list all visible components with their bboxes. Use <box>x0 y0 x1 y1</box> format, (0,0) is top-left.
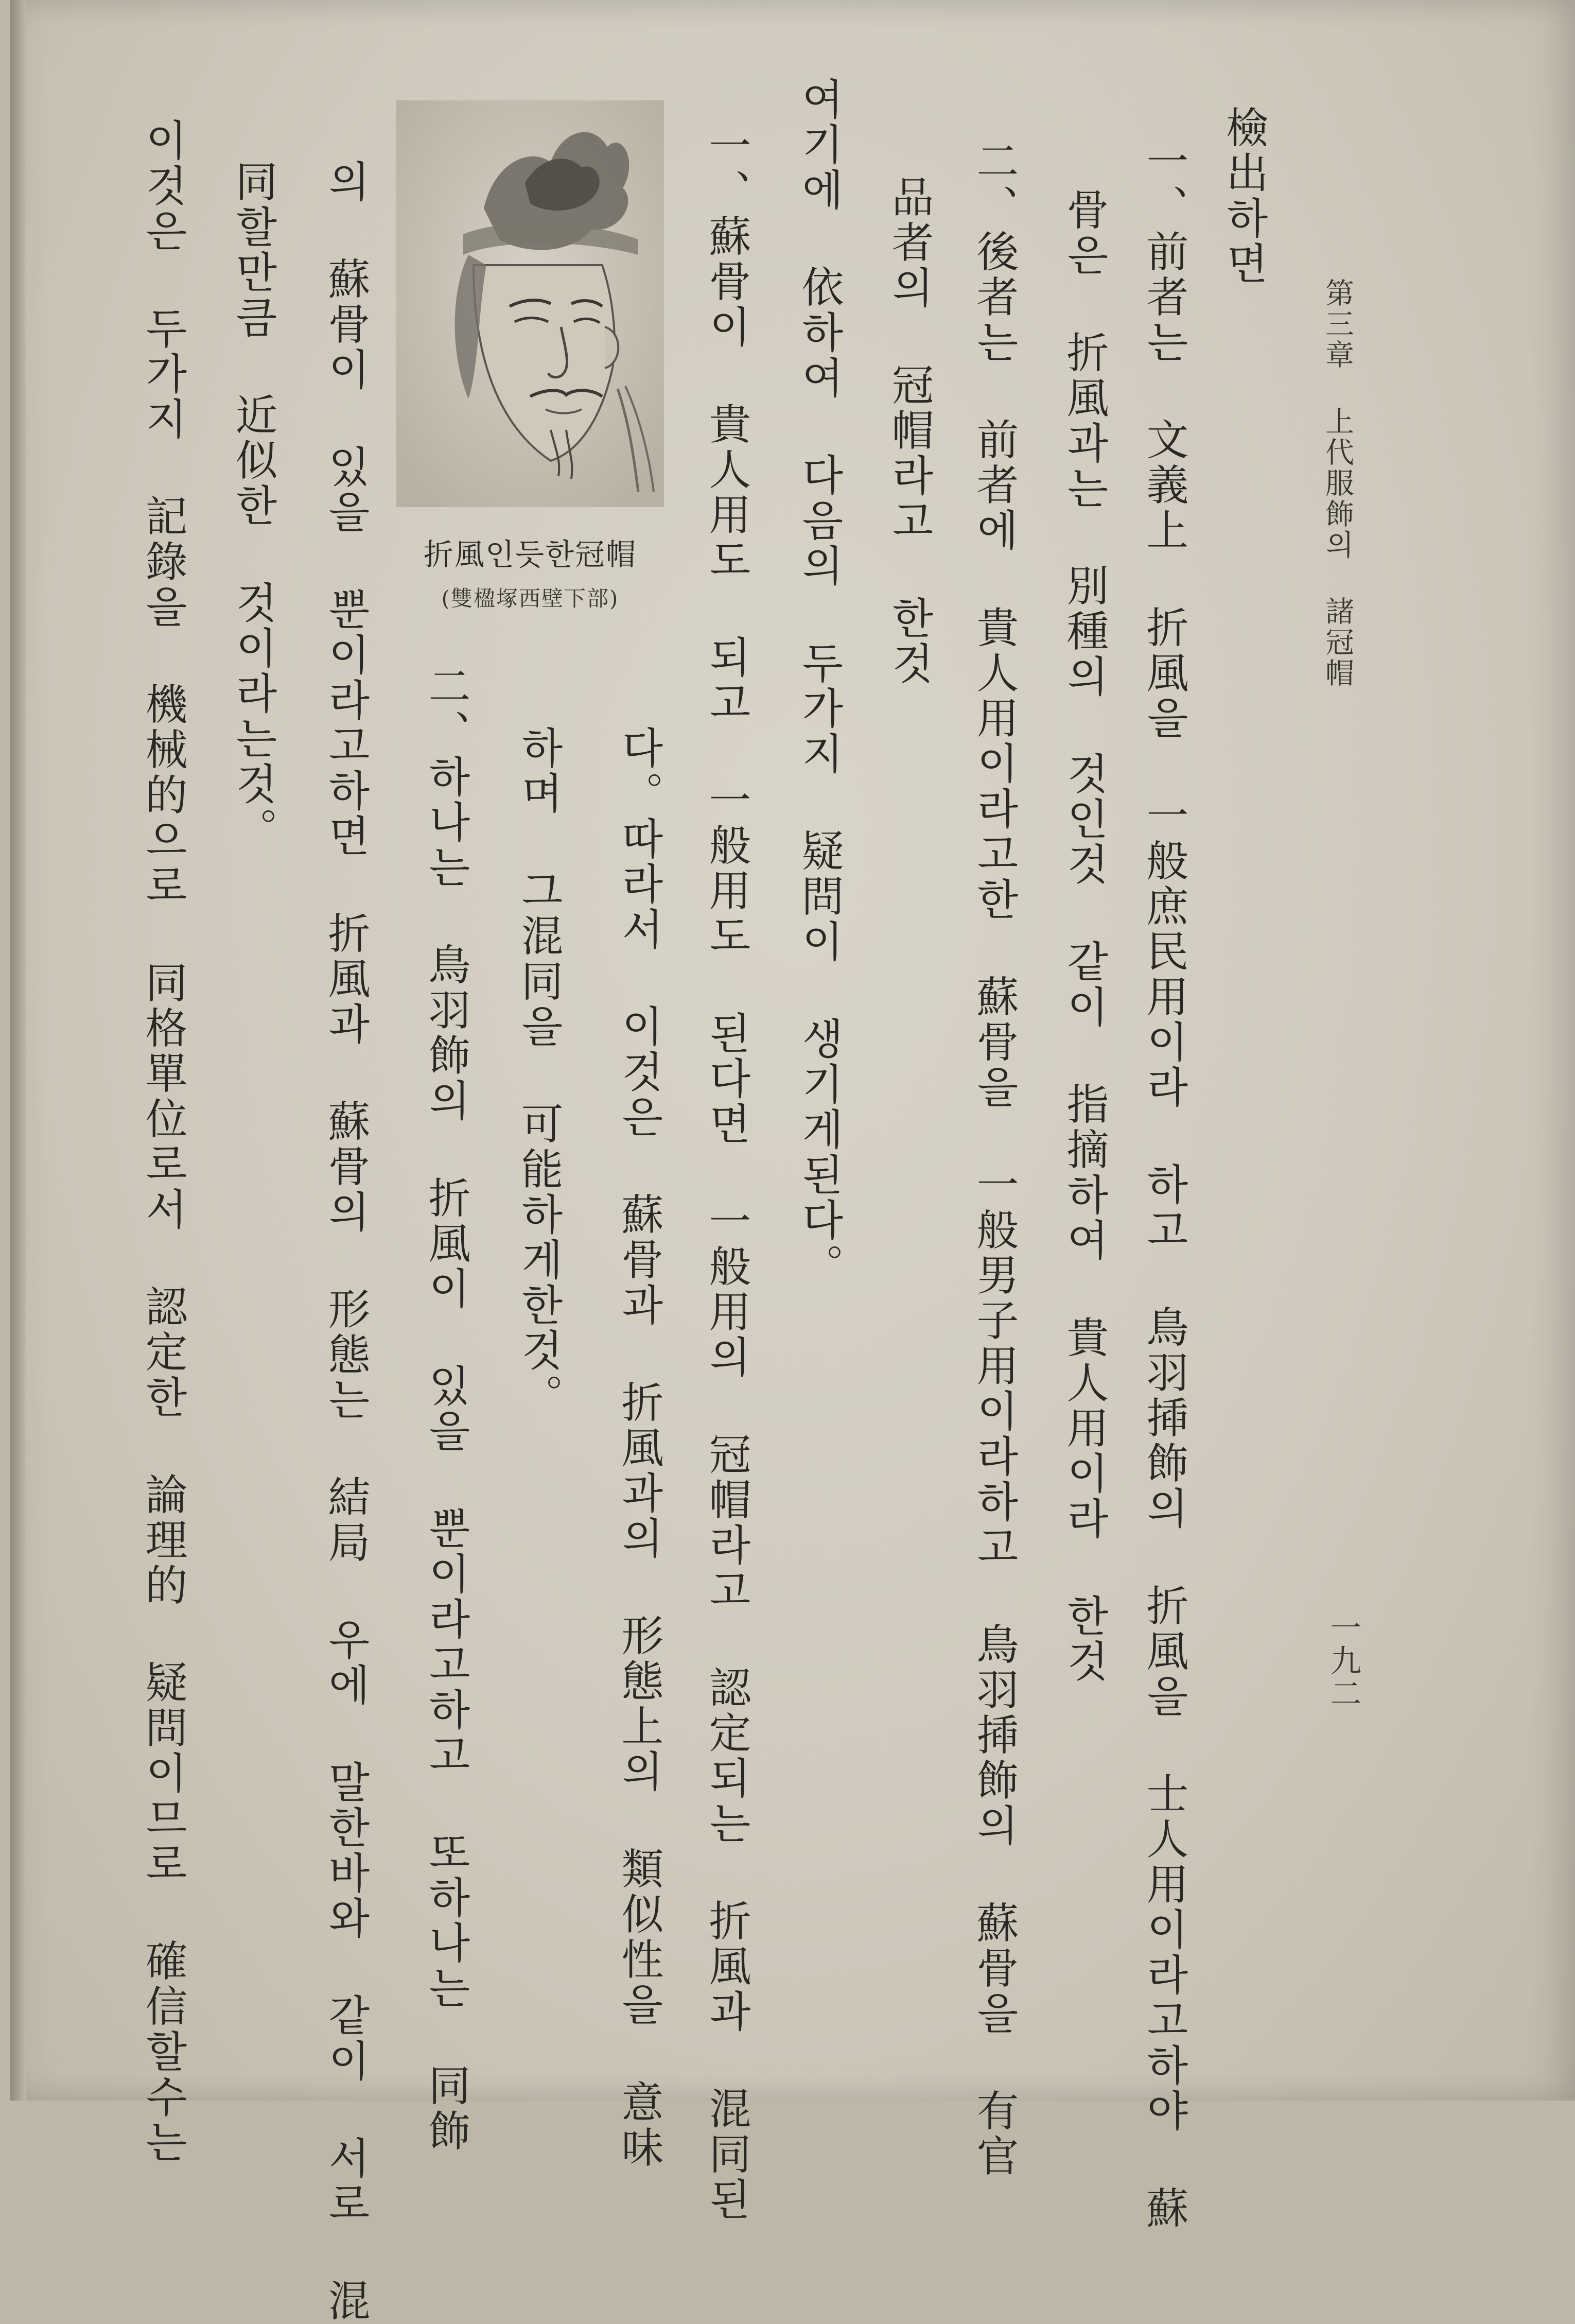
text-column-8: 다。따라서 이것은 蘇骨과 折風과의 形態上의 類似性을 意味 <box>615 726 663 2171</box>
text-column-10: 二、하나는 鳥羽飾의 折風이 있을 뿐이라고하고 또하나는 同飾 <box>422 664 470 2154</box>
portrait-figure <box>396 100 664 507</box>
page-number: 一九二 <box>1325 1611 1361 1710</box>
text-column-1: 檢出하면 <box>1219 106 1268 287</box>
text-column-13: 이것은 두가지 記錄을 機械的으로 同格單位로서 認定한 論理的 疑問이므로 確信할수는 <box>138 118 187 2165</box>
text-column-7: 一、蘇骨이 貴人用도 되고 一般用도 된다면 一般用의 冠帽라고 認定되는 折風과 混同된 <box>702 124 751 2223</box>
text-column-6: 여기에 依하여 다음의 두가지 疑問이 생기게된다。 <box>795 77 844 1289</box>
figure-caption: 折風인듯한冠帽 <box>423 537 637 572</box>
text-column-12: 同할만큼 近似한 것이라는것。 <box>229 160 277 853</box>
running-head: 第三章 上代服飾의 諸冠帽 <box>1321 278 1354 689</box>
text-column-9: 하며 그混同을 可能하게한것。 <box>514 726 563 1419</box>
text-column-11: 의 蘇骨이 있을 뿐이라고하면 折風과 蘇骨의 形態는 結局 우에 말한바와 같이 서로 混 <box>321 160 370 2324</box>
book-spine-shadow <box>10 0 26 2101</box>
portrait-image <box>396 100 664 507</box>
figure-source: (雙楹塚西壁下部) <box>441 586 619 611</box>
text-column-4: 二、後者는 前者에 貴人用이라고한 蘇骨을 一般男子用이라하고 鳥羽揷飾의 蘇骨을 有官 <box>970 139 1019 2179</box>
text-column-5: 品者의 冠帽라고 한것 <box>885 175 934 687</box>
text-column-3: 骨은 折風과는 別種의 것인것 같이 指摘하여 貴人用이라 한것 <box>1060 188 1109 1685</box>
text-column-2: 一、前者는 文義上 折風을 一般庶民用이라 하고 鳥羽揷飾의 折風을 士人用이라고하야 蘇 <box>1140 139 1188 2231</box>
book-page <box>10 0 1575 2324</box>
